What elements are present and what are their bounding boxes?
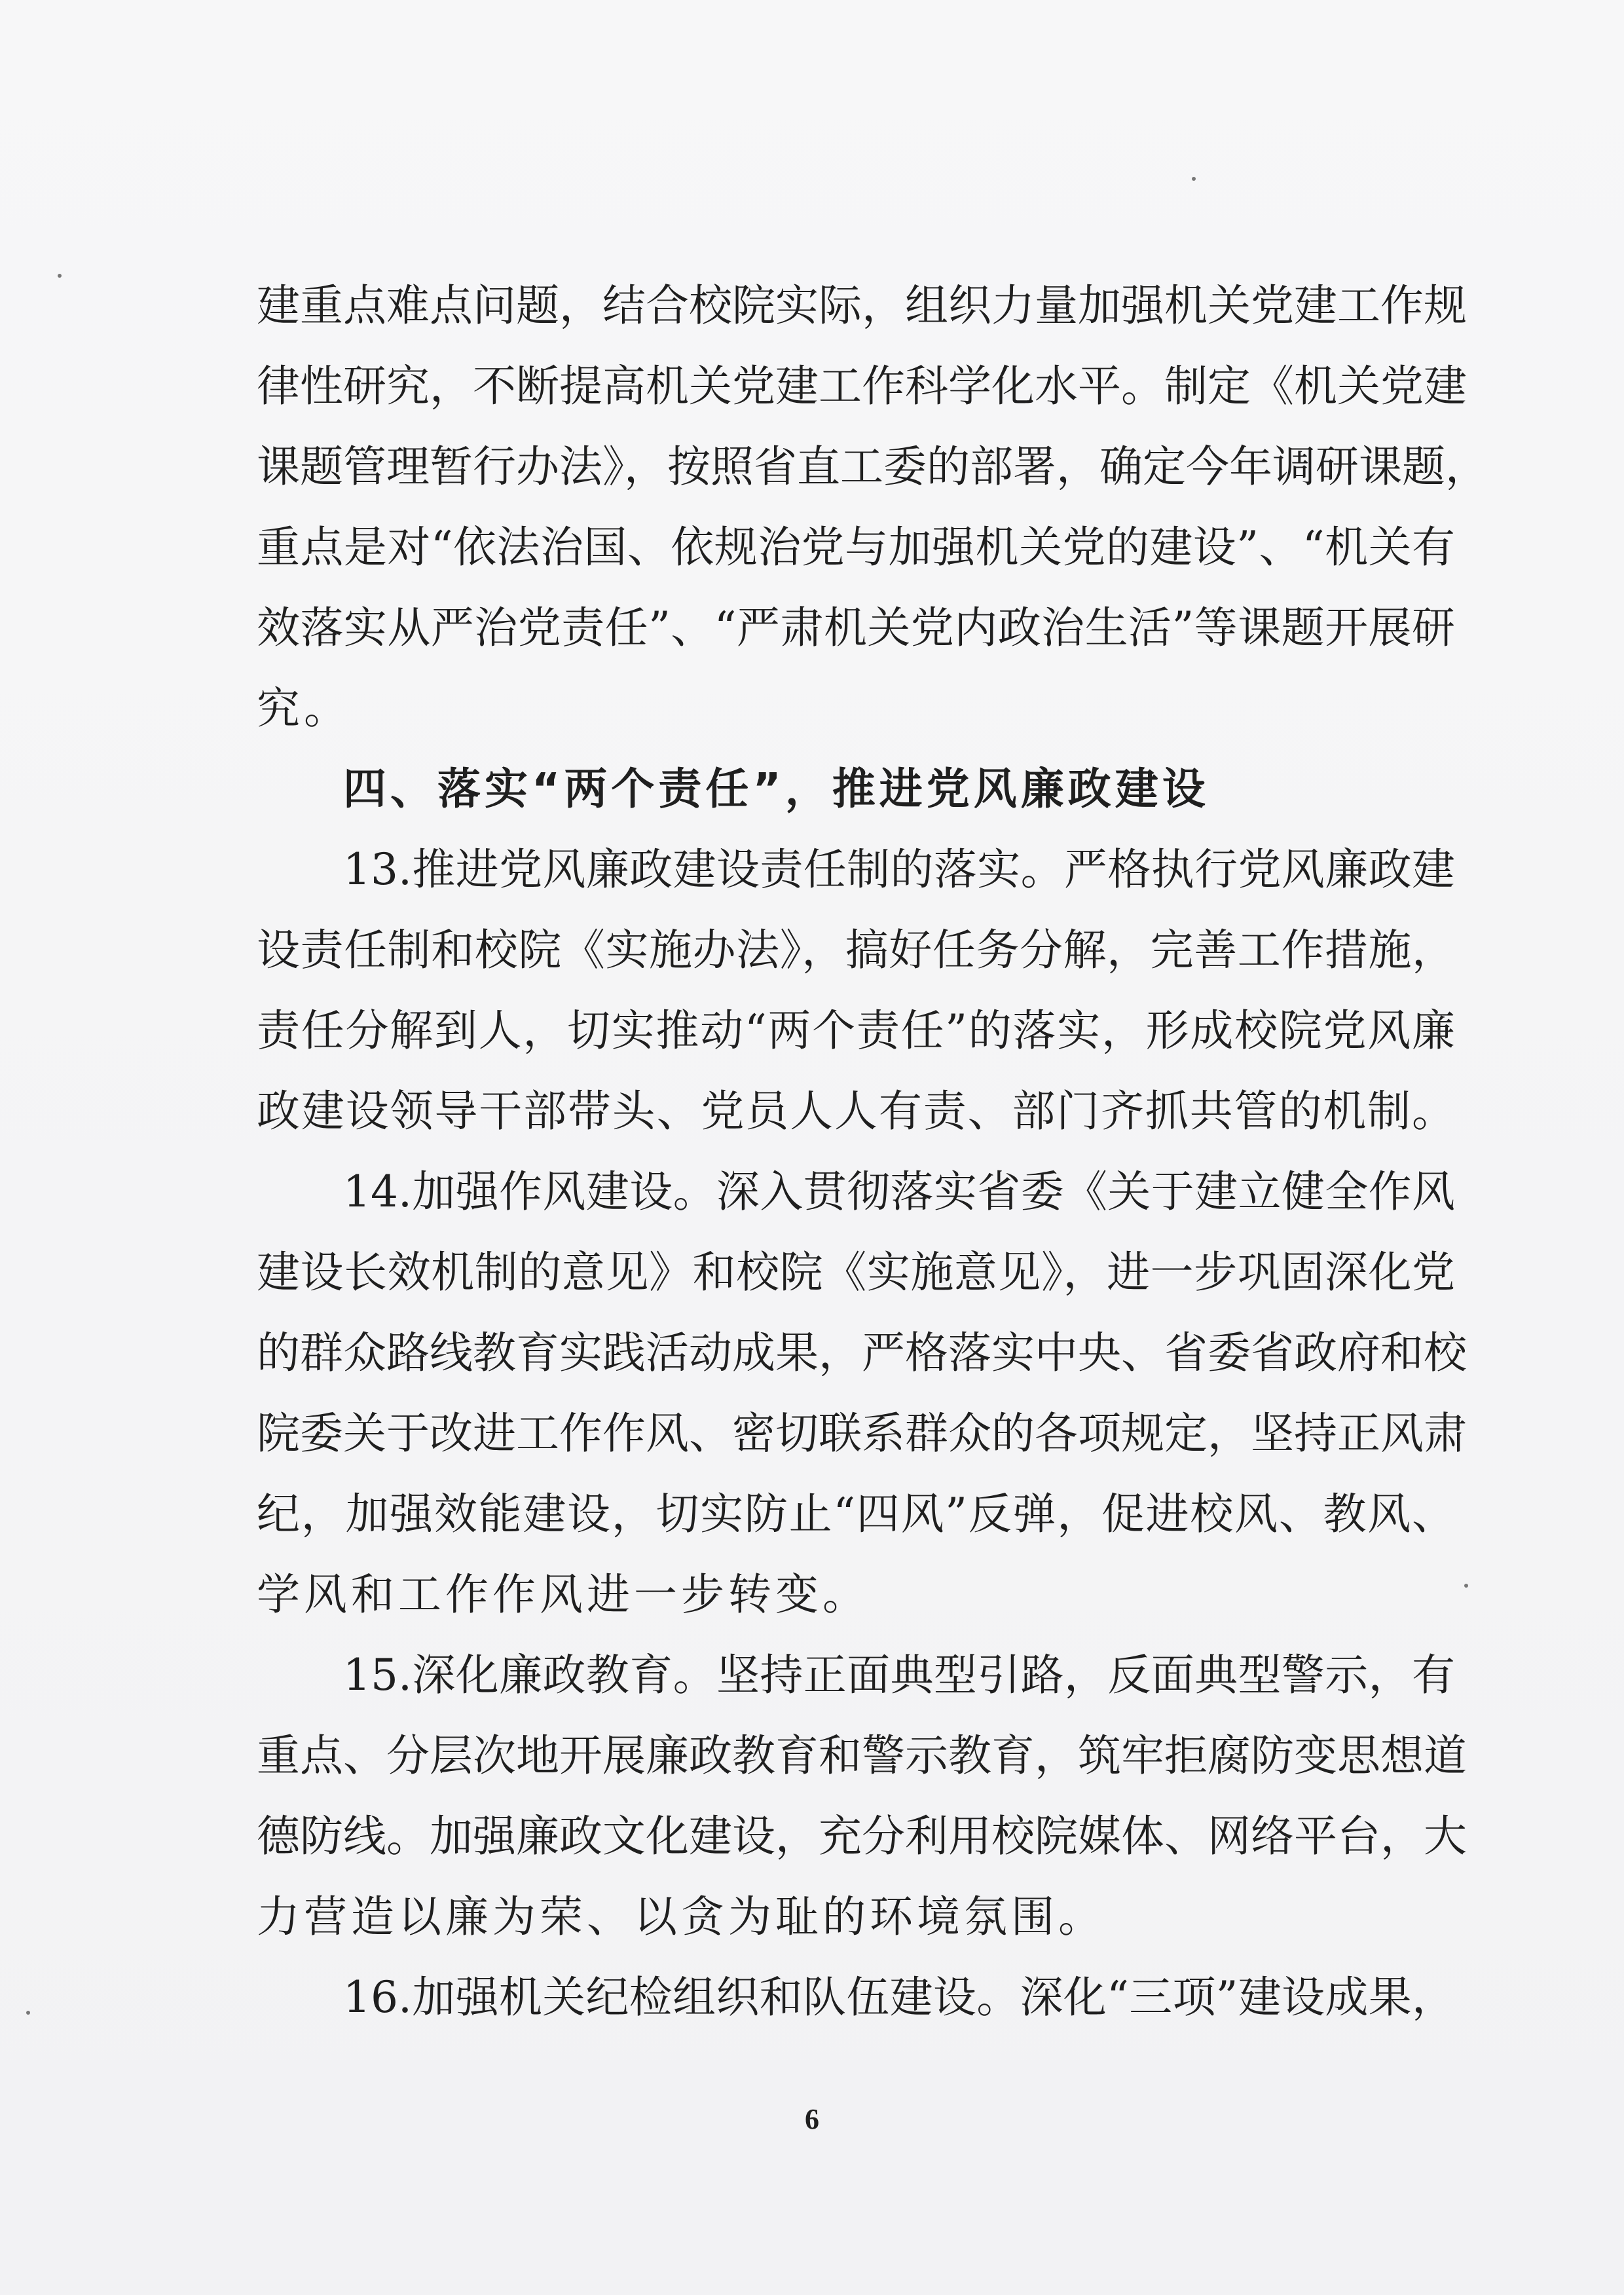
scan-speck	[1464, 1584, 1468, 1588]
text-line: 责任分解到人，切实推动“两个责任”的落实，形成校院党风廉	[257, 1005, 1455, 1056]
text-line: 重点、分层次地开展廉政教育和警示教育，筑牢拒腐防变思想道	[257, 1730, 1467, 1781]
scan-speck	[26, 2011, 30, 2015]
text-line: 16.加强机关纪检组织和队伍建设。深化“三项”建设成果，	[343, 1972, 1455, 2023]
text-line: 效落实从严治党责任”、“严肃机关党内政治生活”等课题开展研	[257, 603, 1455, 653]
text-line: 14.加强作风建设。深入贯彻落实省委《关于建立健全作风	[343, 1166, 1455, 1217]
text-line: 律性研究，不断提高机关党建工作科学化水平。制定《机关党建	[257, 361, 1467, 411]
text-line: 13.推进党风廉政建设责任制的落实。严格执行党风廉政建	[343, 844, 1455, 895]
scan-speck	[1192, 177, 1196, 181]
section-heading: 四、落实“两个责任”，推进党风廉政建设	[343, 764, 1209, 814]
text-line: 力营造以廉为荣、以贪为耻的环境氛围。	[257, 1892, 1105, 1942]
text-line: 学风和工作作风进一步转变。	[257, 1569, 870, 1620]
text-line: 15.深化廉政教育。坚持正面典型引路，反面典型警示，有	[343, 1650, 1455, 1700]
body-text	[257, 265, 1488, 2038]
text-line: 政建设领导干部带头、党员人人有责、部门齐抓共管的机制。	[257, 1086, 1455, 1136]
text-line: 建设长效机制的意见》和校院《实施意见》，进一步巩固深化党	[257, 1247, 1455, 1297]
text-line: 课题管理暂行办法》，按照省直工委的部署，确定今年调研课题，	[257, 441, 1488, 492]
text-line: 院委关于改进工作作风、密切联系群众的各项规定，坚持正风肃	[257, 1408, 1467, 1459]
text-line: 建重点难点问题，结合校院实际，组织力量加强机关党建工作规	[257, 280, 1467, 331]
text-line: 究。	[257, 683, 351, 734]
text-line: 重点是对“依法治国、依规治党与加强机关党的建设”、“机关有	[257, 522, 1455, 572]
scan-speck	[58, 274, 62, 278]
text-line: 德防线。加强廉政文化建设，充分利用校院媒体、网络平台，大	[257, 1811, 1467, 1861]
page-number: 6	[805, 2103, 819, 2135]
text-line: 的群众路线教育实践活动成果，严格落实中央、省委省政府和校	[257, 1328, 1467, 1378]
text-line: 设责任制和校院《实施办法》，搞好任务分解，完善工作措施，	[257, 925, 1455, 975]
text-line: 纪，加强效能建设，切实防止“四风”反弹，促进校风、教风、	[257, 1489, 1455, 1539]
